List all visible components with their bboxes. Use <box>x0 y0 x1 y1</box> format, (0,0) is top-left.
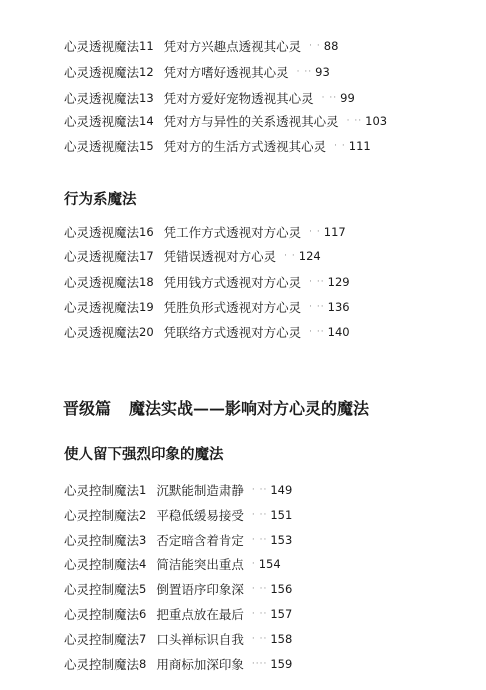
page-number: 124 <box>298 249 321 263</box>
page-number: 156 <box>270 582 293 596</box>
dot-leader: · ·· <box>251 634 268 644</box>
dot-leader: · ·· <box>296 67 313 77</box>
toc-entry <box>64 531 292 549</box>
entry-title: 凭对方嗜好透视其心灵 <box>163 65 289 80</box>
page-number: 159 <box>270 657 293 671</box>
page-number: 153 <box>270 533 293 547</box>
toc-entry <box>64 323 350 341</box>
entry-number: 1 <box>139 483 147 497</box>
dot-leader: · · <box>309 41 321 51</box>
entry-title: 凭对方兴趣点透视其心灵 <box>163 39 302 54</box>
dot-leader: · ·· <box>309 302 325 312</box>
toc-entry <box>64 63 330 81</box>
entry-title: 把重点放在最后 <box>156 607 244 622</box>
entry-number: 6 <box>139 607 147 621</box>
entry-number: 12 <box>139 65 154 79</box>
dot-leader: · ·· <box>346 116 363 126</box>
entry-label: 心灵控制魔法 <box>64 508 140 523</box>
entry-number: 18 <box>139 275 154 289</box>
page-number: 103 <box>365 114 388 128</box>
entry-label: 心灵控制魔法 <box>64 657 140 672</box>
section-heading: 使人留下强烈印象的魔法 <box>64 446 224 463</box>
page-number: 129 <box>327 275 350 289</box>
page-number: 157 <box>270 607 293 621</box>
entry-number: 14 <box>139 114 154 128</box>
entry-label: 心灵透视魔法 <box>64 325 140 340</box>
entry-title: 否定暗含着肯定 <box>156 533 244 548</box>
entry-title: 凭工作方式透视对方心灵 <box>163 225 302 240</box>
toc-entry <box>64 223 346 241</box>
toc-entry <box>64 630 292 648</box>
entry-label: 心灵透视魔法 <box>64 65 140 80</box>
page-number: 136 <box>327 300 350 314</box>
page-number: 88 <box>323 39 339 53</box>
toc-entry <box>64 112 387 130</box>
dot-leader: · <box>251 559 256 569</box>
entry-number: 13 <box>139 91 154 105</box>
toc-entry <box>64 298 350 316</box>
page-number: 93 <box>315 65 330 79</box>
entry-label: 心灵控制魔法 <box>64 607 140 622</box>
entry-label: 心灵透视魔法 <box>64 225 140 240</box>
dot-leader: ···· <box>251 659 268 669</box>
entry-number: 4 <box>139 557 147 571</box>
page-number: 154 <box>258 557 281 571</box>
entry-title: 凭对方与异性的关系透视其心灵 <box>163 114 339 129</box>
dot-leader: · ·· <box>321 93 338 103</box>
entry-number: 17 <box>139 249 154 263</box>
page-number: 99 <box>340 91 355 105</box>
toc-entry <box>64 137 371 155</box>
entry-label: 心灵控制魔法 <box>64 533 140 548</box>
entry-label: 心灵透视魔法 <box>64 91 140 106</box>
part-title: 魔法实战——影响对方心灵的魔法 <box>129 399 370 418</box>
entry-number: 19 <box>139 300 154 314</box>
dot-leader: · ·· <box>251 584 268 594</box>
entry-label: 心灵透视魔法 <box>64 114 140 129</box>
entry-title: 简洁能突出重点 <box>156 557 244 572</box>
page-number: 149 <box>270 483 293 497</box>
entry-title: 口头禅标识自我 <box>156 632 244 647</box>
entry-number: 5 <box>139 582 147 596</box>
section-heading: 行为系魔法 <box>64 191 137 208</box>
dot-leader: · ·· <box>251 510 268 520</box>
entry-label: 心灵透视魔法 <box>64 249 140 264</box>
entry-title: 凭联络方式透视对方心灵 <box>163 325 302 340</box>
toc-entry <box>64 37 338 55</box>
entry-title: 平稳低缓易接受 <box>156 508 244 523</box>
dot-leader: · ·· <box>309 277 325 287</box>
entry-number: 11 <box>139 39 154 53</box>
dot-leader: · · <box>284 251 296 261</box>
page-number: 140 <box>327 325 350 339</box>
toc-entry <box>64 655 292 673</box>
entry-label: 心灵透视魔法 <box>64 39 140 54</box>
page-number: 158 <box>270 632 293 646</box>
entry-number: 7 <box>139 632 147 646</box>
part-heading <box>63 396 369 419</box>
entry-title: 凭胜负形式透视对方心灵 <box>163 300 302 315</box>
entry-label: 心灵透视魔法 <box>64 300 140 315</box>
page-number: 111 <box>348 139 371 153</box>
toc-entry <box>64 605 292 623</box>
entry-number: 16 <box>139 225 154 239</box>
entry-label: 心灵透视魔法 <box>64 275 140 290</box>
entry-title: 用商标加深印象 <box>156 657 244 672</box>
dot-leader: · ·· <box>251 609 268 619</box>
entry-label: 心灵控制魔法 <box>64 632 140 647</box>
entry-title: 凭对方爱好宠物透视其心灵 <box>163 91 314 106</box>
dot-leader: · ·· <box>251 535 268 545</box>
toc-entry <box>64 247 321 265</box>
entry-number: 2 <box>139 508 147 522</box>
entry-label: 心灵控制魔法 <box>64 582 140 597</box>
toc-entry <box>64 481 292 499</box>
toc-entry <box>64 580 292 598</box>
page-number: 151 <box>270 508 293 522</box>
entry-title: 凭用钱方式透视对方心灵 <box>163 275 302 290</box>
dot-leader: · · <box>309 227 321 237</box>
page-number: 117 <box>323 225 346 239</box>
entry-title: 倒置语序印象深 <box>156 582 244 597</box>
entry-title: 沉默能制造肃静 <box>156 483 244 498</box>
dot-leader: · ·· <box>251 485 268 495</box>
entry-title: 凭错误透视对方心灵 <box>163 249 277 264</box>
toc-entry <box>64 89 355 107</box>
part-label: 晋级篇 <box>63 399 112 418</box>
entry-number: 20 <box>139 325 154 339</box>
toc-entry <box>64 555 281 573</box>
toc-entry <box>64 273 350 291</box>
dot-leader: · · <box>334 141 346 151</box>
toc-entry <box>64 506 292 524</box>
entry-label: 心灵控制魔法 <box>64 483 140 498</box>
entry-number: 3 <box>139 533 147 547</box>
entry-number: 15 <box>139 139 154 153</box>
entry-label: 心灵透视魔法 <box>64 139 140 154</box>
entry-label: 心灵控制魔法 <box>64 557 140 572</box>
entry-title: 凭对方的生活方式透视其心灵 <box>163 139 327 154</box>
dot-leader: · ·· <box>309 327 325 337</box>
entry-number: 8 <box>139 657 147 671</box>
